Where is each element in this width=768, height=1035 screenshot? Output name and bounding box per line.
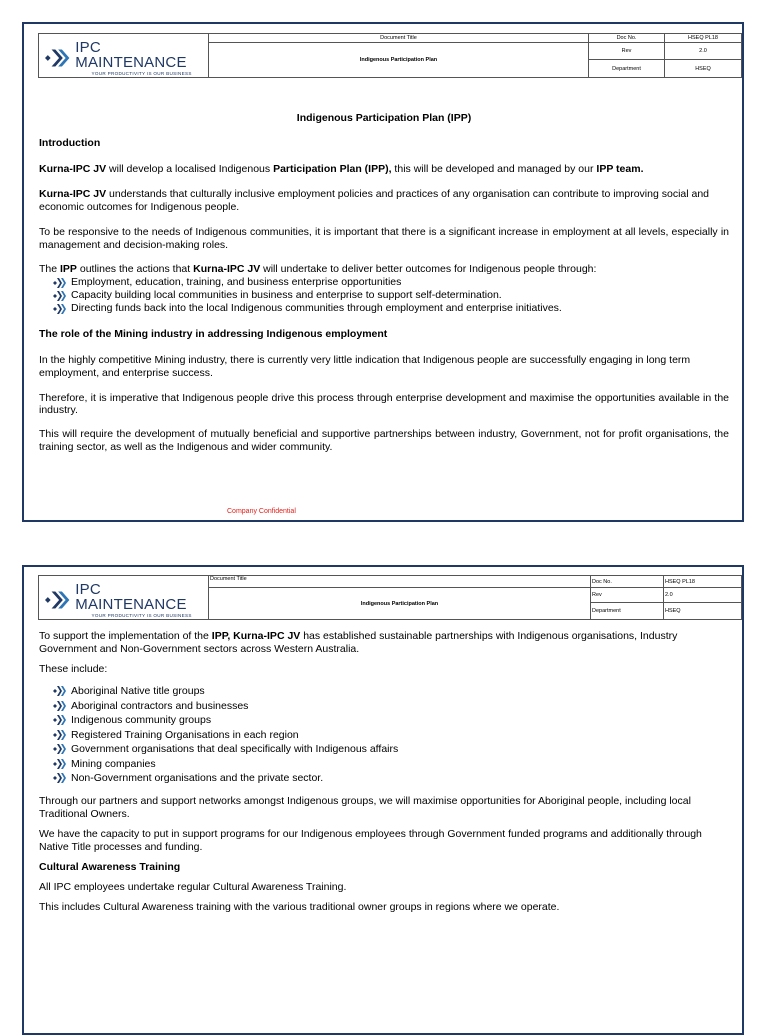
rev-value: 2.0: [664, 588, 742, 603]
company-logo: [45, 40, 208, 76]
paragraph: This will require the development of mutually beneficial and supportive partnerships between industry, Government, not for profit organisations, the training sector, as well as the Indigenous and wider community.: [39, 428, 729, 453]
list-item: Aboriginal Native title groups: [39, 684, 729, 699]
department-value: HSEQ: [665, 60, 742, 78]
list-item: Indigenous community groups: [39, 713, 729, 728]
chevron-bullet-icon: [53, 686, 66, 696]
chevrons-icon: [45, 46, 71, 70]
department-label: Department: [591, 603, 664, 620]
list-item: Aboriginal contractors and businesses: [39, 699, 729, 714]
document-title-label: Document Title: [209, 576, 591, 588]
doc-no-value: HSEQ PL18: [664, 576, 742, 588]
partners-list: [39, 684, 729, 786]
company-confidential-footer: Company Confidential: [227, 508, 296, 515]
list-item: Non-Government organisations and the private sector.: [39, 771, 729, 786]
outcomes-list: [39, 276, 729, 315]
chevron-bullet-icon: [53, 278, 66, 288]
paragraph: Therefore, it is imperative that Indigenous people drive this process through enterprise development and maximise the opportunities available in the industry.: [39, 392, 729, 416]
rev-value: 2.0: [665, 43, 742, 60]
chevron-bullet-icon: [53, 291, 66, 301]
list-item: Government organisations that deal specifically with Indigenous affairs: [39, 742, 729, 757]
chevron-bullet-icon: [53, 773, 66, 783]
list-item: Capacity building local communities in business and enterprise to support self-determination.: [39, 289, 729, 302]
page-1-content: [39, 112, 729, 454]
chevron-bullet-icon: [53, 730, 66, 740]
rev-label: Rev: [589, 43, 665, 60]
page-header-table: [38, 575, 742, 620]
logo-name: IPC MAINTENANCE: [75, 581, 187, 613]
mining-industry-heading: The role of the Mining industry in addressing Indigenous employment: [39, 328, 388, 340]
logo-tagline: YOUR PRODUCTIVITY IS OUR BUSINESS: [91, 613, 192, 618]
doc-no-label: Doc No.: [591, 576, 664, 588]
doc-no-label: Doc No.: [589, 34, 665, 43]
list-item: Directing funds back into the local Indigenous communities through employment and enterprise initiatives.: [39, 302, 729, 315]
page-header-table: [38, 33, 742, 78]
paragraph: To be responsive to the needs of Indigenous communities, it is important that there is a significant increase in employment at all levels, especially in management and decision-making roles.: [39, 226, 729, 251]
paragraph: We have the capacity to put in support programs for our Indigenous employees through Government funded programs and additionally through Native Title processes and funding.: [39, 827, 702, 853]
department-value: HSEQ: [664, 603, 742, 620]
chevron-bullet-icon: [53, 759, 66, 769]
list-item: Mining companies: [39, 757, 729, 772]
logo-cell: [39, 576, 209, 620]
chevron-bullet-icon: [53, 304, 66, 314]
paragraph: These include:: [39, 663, 108, 675]
paragraph: Kurna-IPC JV will develop a localised Indigenous Participation Plan (IPP), this will be developed and managed by our IPP team.: [39, 163, 644, 175]
paragraph: All IPC employees undertake regular Cultural Awareness Training.: [39, 880, 347, 893]
chevron-bullet-icon: [53, 715, 66, 725]
paragraph: Through our partners and support networks amongst Indigenous groups, we will maximise opportunities for Aboriginal people, including local Traditional Owners.: [39, 794, 691, 820]
paragraph: The IPP outlines the actions that Kurna-IPC JV will undertake to deliver better outcomes for Indigenous people through:: [39, 263, 597, 275]
document-heading: Indigenous Participation Plan (IPP): [296, 112, 472, 124]
paragraph: In the highly competitive Mining industry, there is currently very little indication that Indigenous people are successfully engaging in long term employment, and enterprise success.: [39, 354, 691, 379]
paragraph: This includes Cultural Awareness training with the various traditional owner groups in regions where we operate.: [39, 900, 560, 913]
introduction-heading: Introduction: [39, 137, 101, 149]
document-page-1: [22, 22, 744, 522]
cultural-awareness-heading: Cultural Awareness Training: [39, 860, 181, 873]
document-title: Indigenous Participation Plan: [209, 43, 589, 78]
chevron-bullet-icon: [53, 744, 66, 754]
department-label: Department: [589, 60, 665, 78]
company-logo: [45, 582, 208, 618]
document-page-2: [22, 565, 744, 1035]
doc-no-value: HSEQ PL18: [665, 34, 742, 43]
list-item: Registered Training Organisations in each region: [39, 728, 729, 743]
list-item: Employment, education, training, and business enterprise opportunities: [39, 276, 729, 289]
rev-label: Rev: [591, 588, 664, 603]
page-2-content: [39, 630, 729, 914]
paragraph: To support the implementation of the IPP, Kurna-IPC JV has established sustainable partnerships with Indigenous organisations, Industry Government and Non-Government sectors across Western Australia.: [39, 630, 678, 655]
document-title-label: Document Title: [209, 34, 589, 43]
chevron-bullet-icon: [53, 701, 66, 711]
logo-name: IPC MAINTENANCE: [75, 39, 187, 71]
logo-tagline: YOUR PRODUCTIVITY IS OUR BUSINESS: [91, 71, 192, 76]
logo-cell: [39, 34, 209, 78]
paragraph: Kurna-IPC JV understands that culturally inclusive employment policies and practices of any organisation can contribute to improving social and economic outcomes for Indigenous people.: [39, 188, 710, 213]
chevrons-icon: [45, 588, 71, 612]
document-title: Indigenous Participation Plan: [209, 588, 591, 620]
